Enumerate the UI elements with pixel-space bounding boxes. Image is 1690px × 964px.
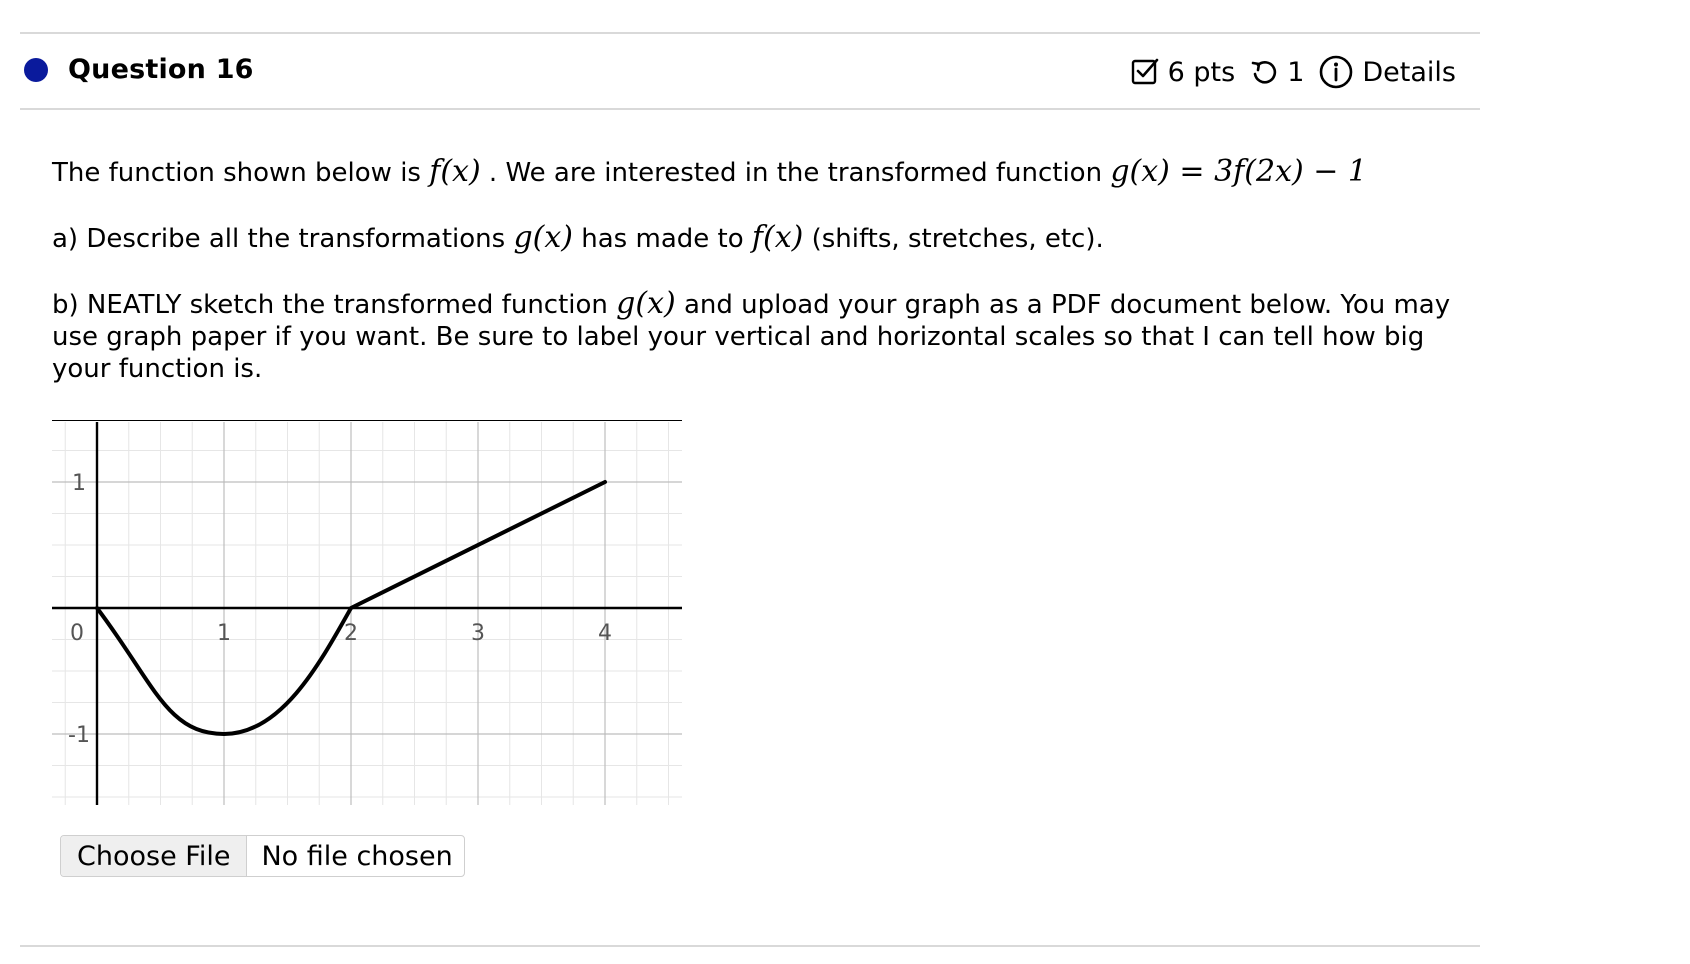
function-graph	[52, 420, 682, 805]
x-tick-label: 3	[471, 621, 485, 646]
checkbox-icon	[1130, 57, 1160, 87]
y-tick-label: 1	[72, 471, 86, 496]
math-g-of-x: g(x)	[616, 286, 676, 321]
prompt-text: The function shown below is	[52, 158, 430, 188]
prompt-text: b) NEATLY sketch the transformed function	[52, 290, 617, 320]
prompt-text: has made to	[573, 224, 752, 254]
details-link[interactable]: Details	[1362, 56, 1456, 88]
info-icon[interactable]	[1318, 54, 1354, 90]
math-g-definition: g(x) = 3f(2x) − 1	[1110, 154, 1367, 189]
question-header	[20, 34, 1480, 108]
points-label: 6 pts	[1167, 56, 1236, 88]
math-f-of-x: f(x)	[429, 154, 481, 189]
bottom-divider	[20, 945, 1480, 947]
graph-major-grid	[52, 422, 682, 805]
x-tick-label: 0	[70, 621, 84, 646]
question-title: Question 16	[68, 54, 254, 85]
math-f-of-x: f(x)	[751, 220, 804, 255]
question-meta	[1130, 52, 1456, 92]
x-tick-label: 4	[598, 621, 612, 646]
file-status: No file chosen	[261, 840, 453, 872]
graph-tick-labels	[68, 471, 612, 748]
status-dot-icon	[24, 58, 48, 82]
prompt-text: and upload your graph as a PDF document below. You may use graph paper if you want. Be sure to label your vertical and horizontal scales so that I can tell how big your function is.	[52, 290, 1451, 384]
x-tick-label: 1	[217, 621, 231, 646]
retry-icon	[1249, 57, 1279, 87]
prompt-part-a	[52, 222, 1104, 255]
file-upload[interactable]	[60, 835, 465, 877]
prompt-text: . We are interested in the transformed function	[480, 158, 1111, 188]
x-tick-label: 2	[344, 621, 358, 646]
choose-file-button[interactable]: Choose File	[61, 836, 247, 876]
prompt-intro	[52, 156, 1367, 189]
graph-minor-grid	[52, 422, 682, 805]
prompt-part-b	[52, 288, 1462, 385]
prompt-text: (shifts, stretches, etc).	[803, 224, 1104, 254]
y-tick-label: -1	[68, 723, 90, 748]
header-divider	[20, 108, 1480, 110]
prompt-text: a) Describe all the transformations	[52, 224, 514, 254]
math-g-of-x: g(x)	[513, 220, 573, 255]
attempts-count: 1	[1287, 56, 1305, 88]
